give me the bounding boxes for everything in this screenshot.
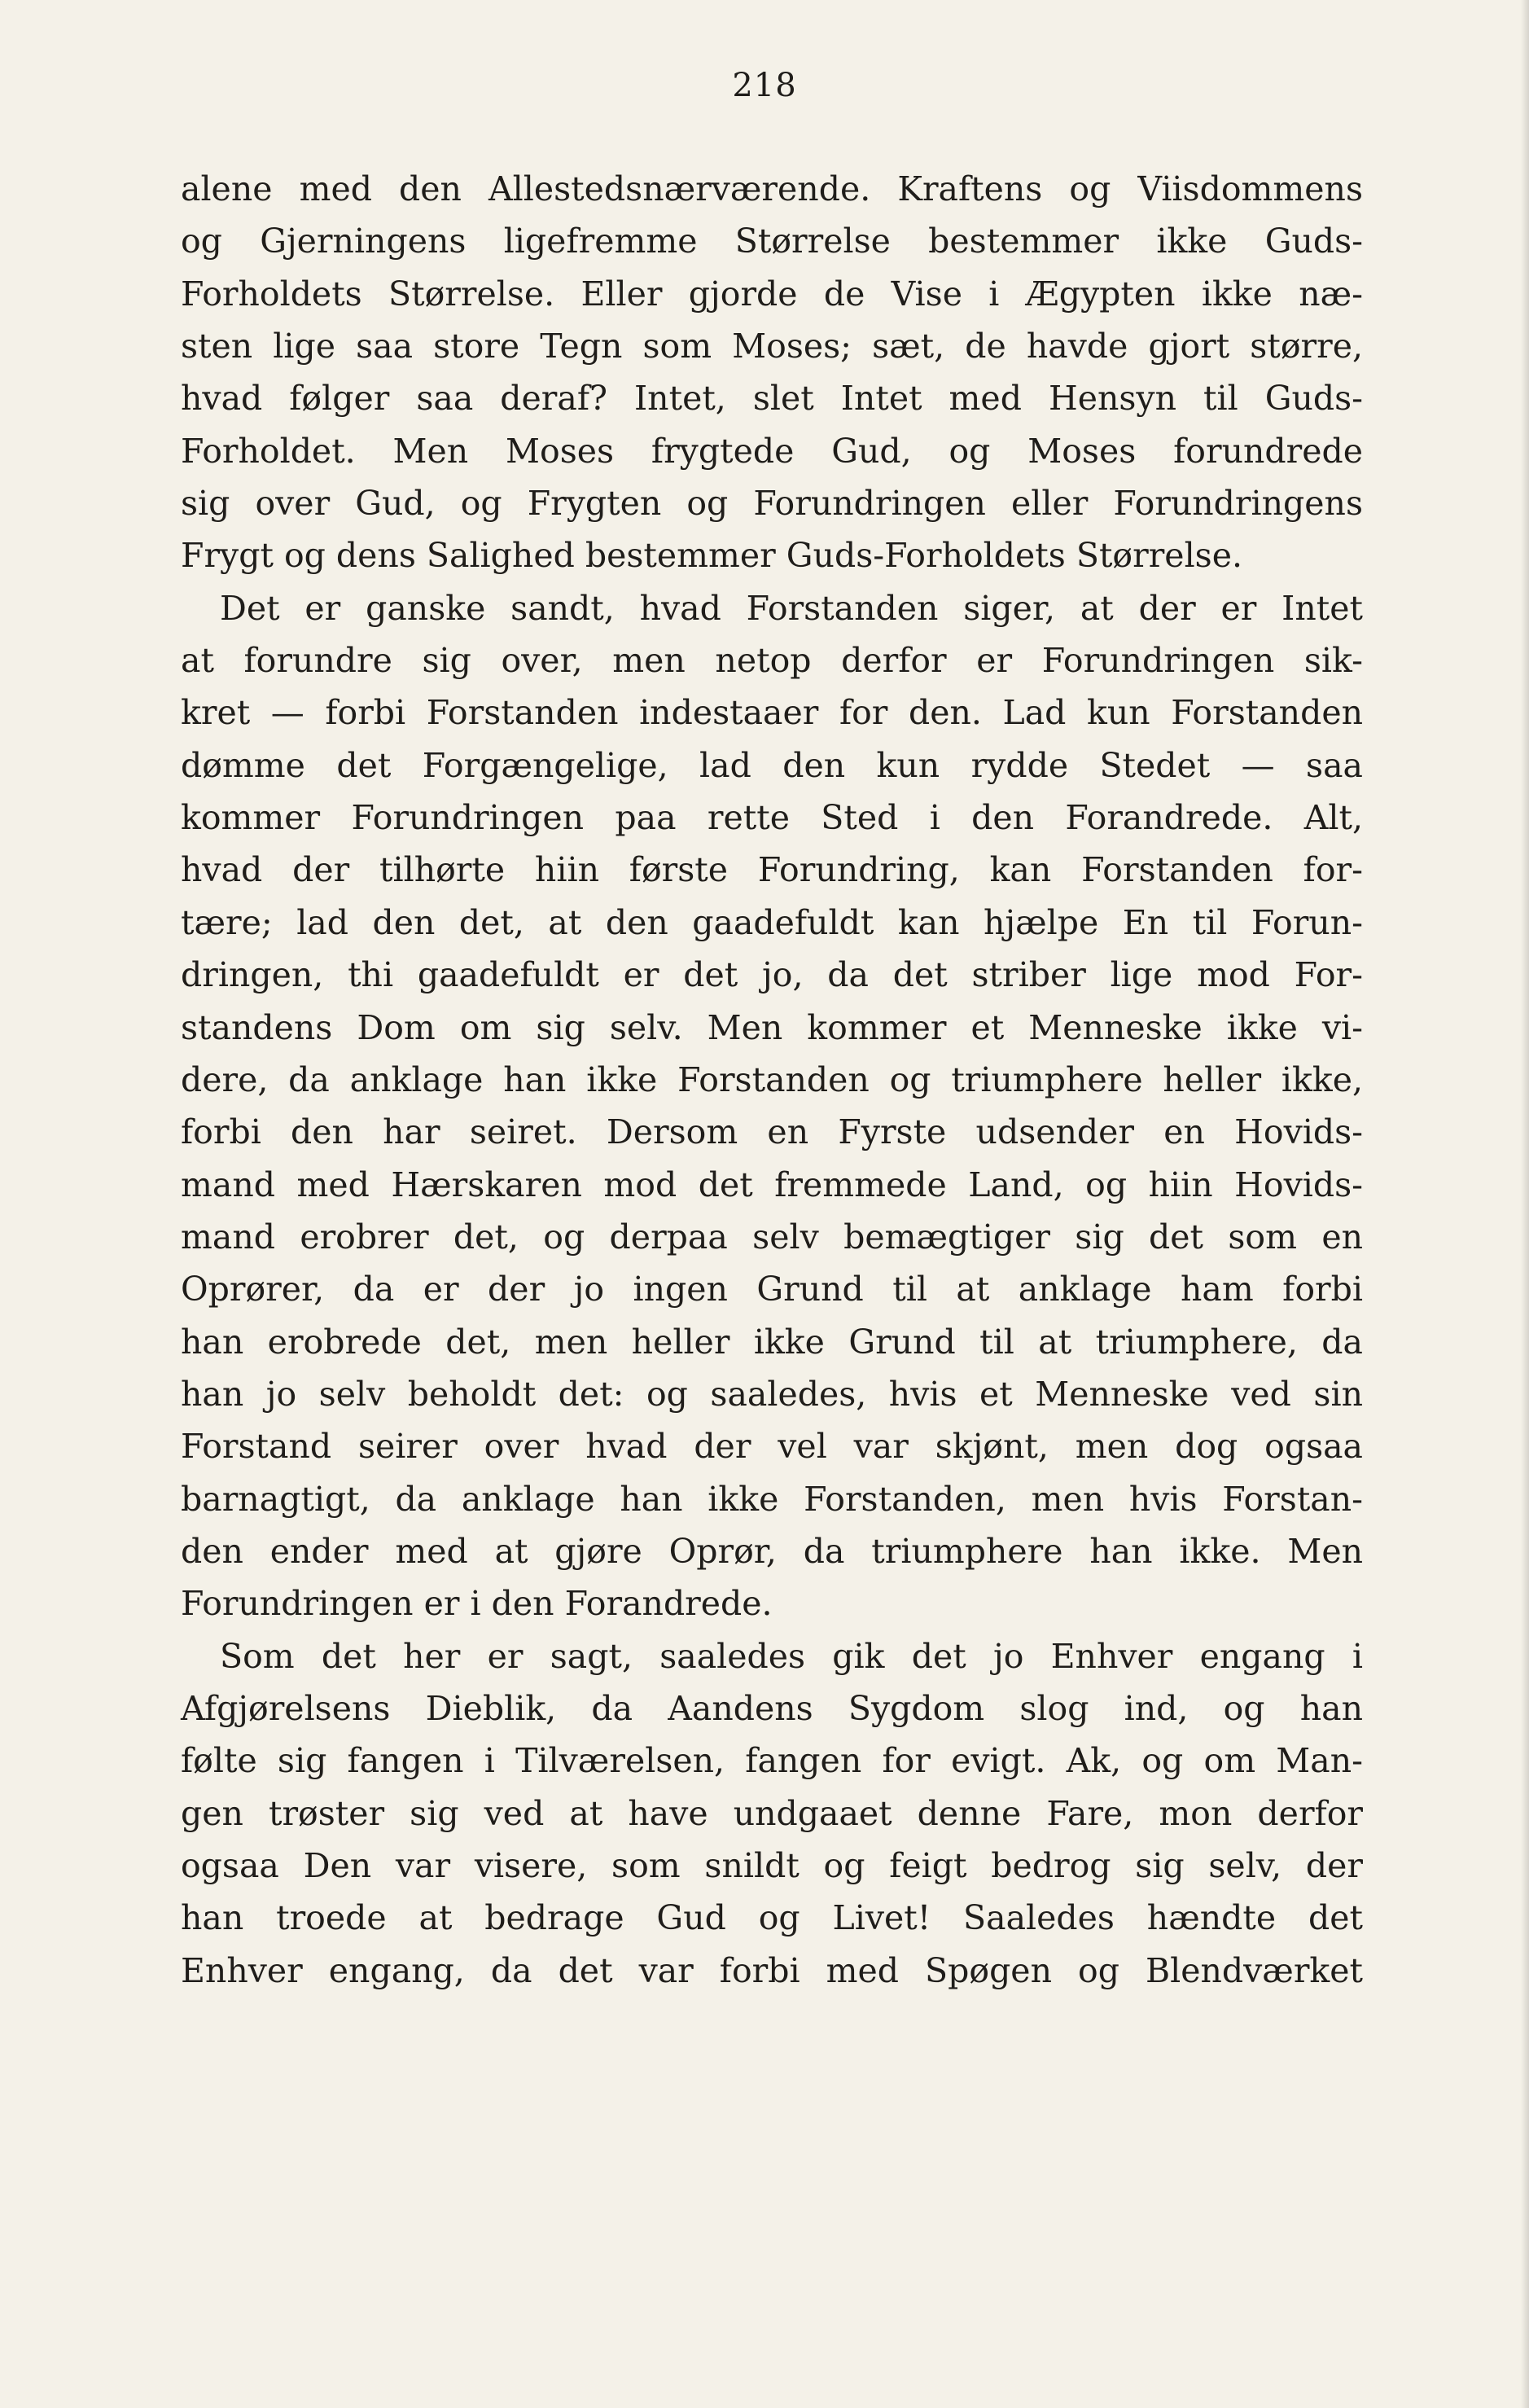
text-line: Forstand seirer over hvad der vel var skjønt, men dog ogsaa — [181, 1427, 1363, 1467]
text-line: standens Dom om sig selv. Men kommer et Menneske ikke vi- — [181, 1007, 1363, 1047]
text-line: Det er ganske sandt, hvad Forstanden siger, at der er Intet — [220, 588, 1363, 628]
page-number: 218 — [732, 67, 797, 104]
text-line: gen trøster sig ved at have undgaaet denne Fare, mon derfor — [181, 1793, 1363, 1833]
text-line: dømme det Forgængelige, lad den kun rydde Stedet — saa — [181, 745, 1363, 785]
text-line: den ender med at gjøre Oprør, da triumphere han ikke. Men — [181, 1531, 1363, 1571]
text-line: mand erobrer det, og derpaa selv bemægtiger sig det som en — [181, 1217, 1363, 1257]
text-line: hvad følger saa deraf? Intet, slet Intet med Hensyn til Guds- — [181, 379, 1363, 419]
text-line: han jo selv beholdt det: og saaledes, hvis et Menneske ved sin — [181, 1374, 1363, 1414]
body-text — [181, 163, 1363, 1997]
text-line: sig over Gud, og Frygten og Forundringen eller Forundringens — [181, 484, 1363, 524]
text-line: følte sig fangen i Tilværelsen, fangen for evigt. Ak, og om Man- — [181, 1741, 1363, 1781]
text-line: Forholdets Størrelse. Eller gjorde de Vise i Ægypten ikke næ- — [181, 274, 1363, 314]
text-line: hvad der tilhørte hiin første Forundring, kan Forstanden for- — [181, 850, 1363, 890]
text-line: Forundringen er i den Forandrede. — [181, 1584, 773, 1624]
text-line: han troede at bedrage Gud og Livet! Saaledes hændte det — [181, 1898, 1363, 1938]
text-line: Som det her er sagt, saaledes gik det jo Enhver engang i — [220, 1636, 1363, 1676]
text-line: Forholdet. Men Moses frygtede Gud, og Moses forundrede — [181, 431, 1363, 471]
text-line: Oprører, da er der jo ingen Grund til at anklage ham forbi — [181, 1270, 1363, 1309]
text-line: ogsaa Den var visere, som snildt og feigt bedrog sig selv, der — [181, 1846, 1363, 1885]
text-line: sten lige saa store Tegn som Moses; sæt, de havde gjort større, — [181, 327, 1363, 366]
text-line: tære; lad den det, at den gaadefuldt kan hjælpe En til Forun- — [181, 902, 1363, 942]
text-line: alene med den Allestedsnærværende. Kraftens og Viisdommens — [181, 169, 1363, 208]
text-line: dringen, thi gaadefuldt er det jo, da det striber lige mod For- — [181, 955, 1363, 995]
text-line: kret — forbi Forstanden indestaaer for den. Lad kun Forstanden — [181, 693, 1363, 733]
text-line: at forundre sig over, men netop derfor er Forundringen sik- — [181, 641, 1363, 681]
text-line: dere, da anklage han ikke Forstanden og triumphere heller ikke, — [181, 1059, 1363, 1099]
text-line: forbi den har seiret. Dersom en Fyrste udsender en Hovids- — [181, 1112, 1363, 1152]
text-line: Frygt og dens Salighed bestemmer Guds-Forholdets Størrelse. — [181, 536, 1243, 576]
text-line: og Gjerningens ligefremme Størrelse bestemmer ikke Guds- — [181, 222, 1363, 261]
text-line: han erobrede det, men heller ikke Grund til at triumphere, da — [181, 1322, 1363, 1362]
text-line: Enhver engang, da det var forbi med Spøgen og Blendværket — [181, 1950, 1363, 1990]
page-edge-shadow — [1521, 0, 1529, 2408]
text-line: barnagtigt, da anklage han ikke Forstanden, men hvis Forstan- — [181, 1479, 1363, 1519]
text-line: mand med Hærskaren mod det fremmede Land, og hiin Hovids- — [181, 1165, 1363, 1204]
text-line: kommer Forundringen paa rette Sted i den Forandrede. Alt, — [181, 798, 1363, 838]
text-line: Afgjørelsens Dieblik, da Aandens Sygdom slog ind, og han — [181, 1688, 1363, 1728]
